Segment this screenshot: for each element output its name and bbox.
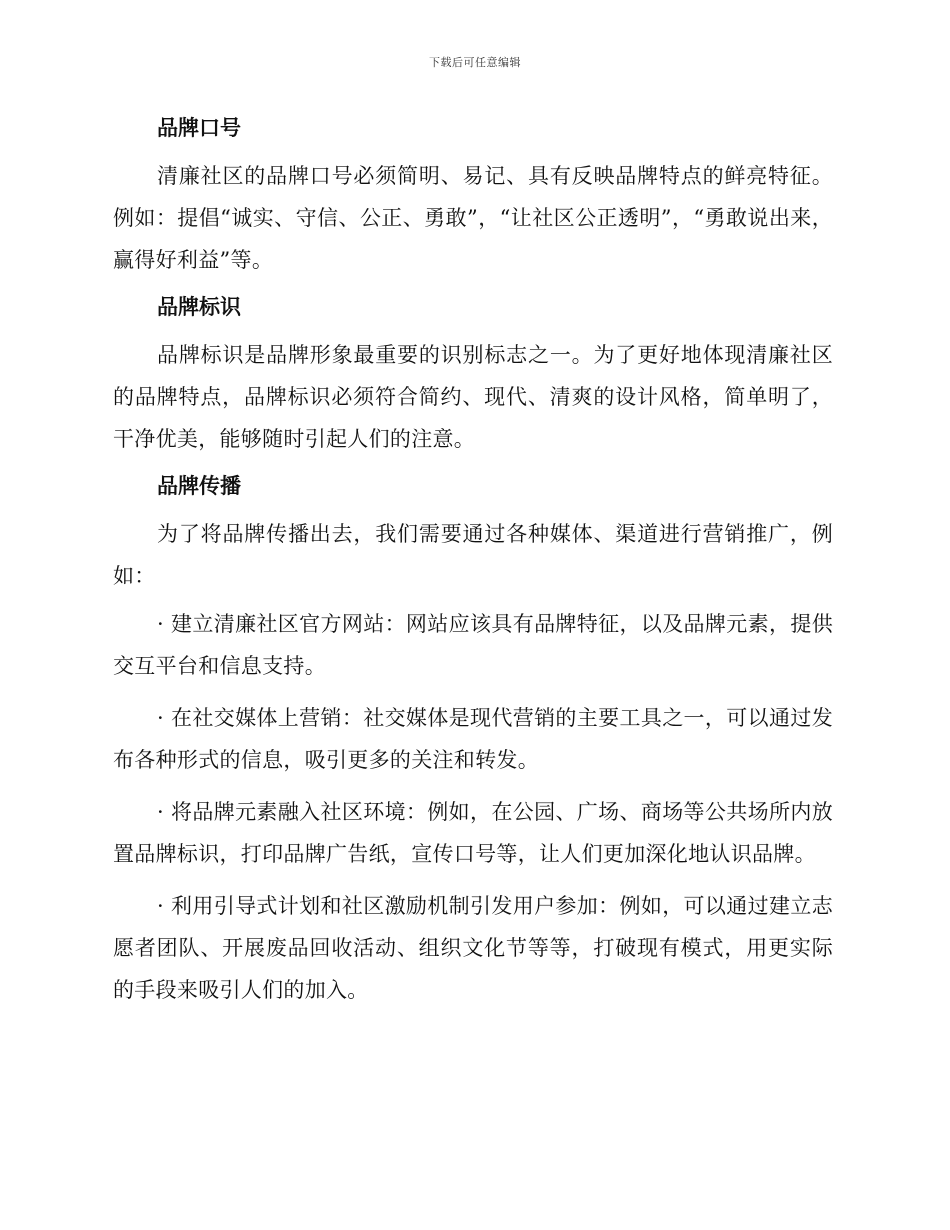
- bullet-item-social-media: · 在社交媒体上营销：社交媒体是现代营销的主要工具之一，可以通过发布各种形式的信息，吸引更多的关注和转发。: [113, 706, 833, 772]
- page-header-note: 下载后可任意编辑: [429, 56, 521, 69]
- paragraph-slogan: 清廉社区的品牌口号必须简明、易记、具有反映品牌特点的鲜亮特征。例如：提倡“诚实、守信、公正、勇敢”，“让社区公正透明”，“勇敢说出来，赢得好利益”等。: [113, 164, 833, 272]
- section-heading-promotion: 品牌传播: [157, 474, 241, 498]
- document-body: [113, 108, 833, 1021]
- paragraph-logo: 品牌标识是品牌形象最重要的识别标志之一。为了更好地体现清廉社区的品牌特点，品牌标识必须符合简约、现代、清爽的设计风格，简单明了，干净优美，能够随时引起人们的注意。: [113, 343, 833, 451]
- section-heading-logo: 品牌标识: [157, 295, 241, 319]
- bullet-item-website: · 建立清廉社区官方网站：网站应该具有品牌特征，以及品牌元素，提供交互平台和信息支持。: [113, 612, 833, 678]
- bullet-item-incentive: · 利用引导式计划和社区激励机制引发用户参加：例如，可以通过建立志愿者团队、开展废品回收活动、组织文化节等等，打破现有模式，用更实际的手段来吸引人们的加入。: [113, 894, 833, 1002]
- section-heading-slogan: 品牌口号: [157, 116, 241, 140]
- paragraph-promotion-intro: 为了将品牌传播出去，我们需要通过各种媒体、渠道进行营销推广，例如：: [113, 522, 833, 588]
- bullet-item-environment: · 将品牌元素融入社区环境：例如，在公园、广场、商场等公共场所内放置品牌标识，打印品牌广告纸，宣传口号等，让人们更加深化地认识品牌。: [113, 800, 833, 866]
